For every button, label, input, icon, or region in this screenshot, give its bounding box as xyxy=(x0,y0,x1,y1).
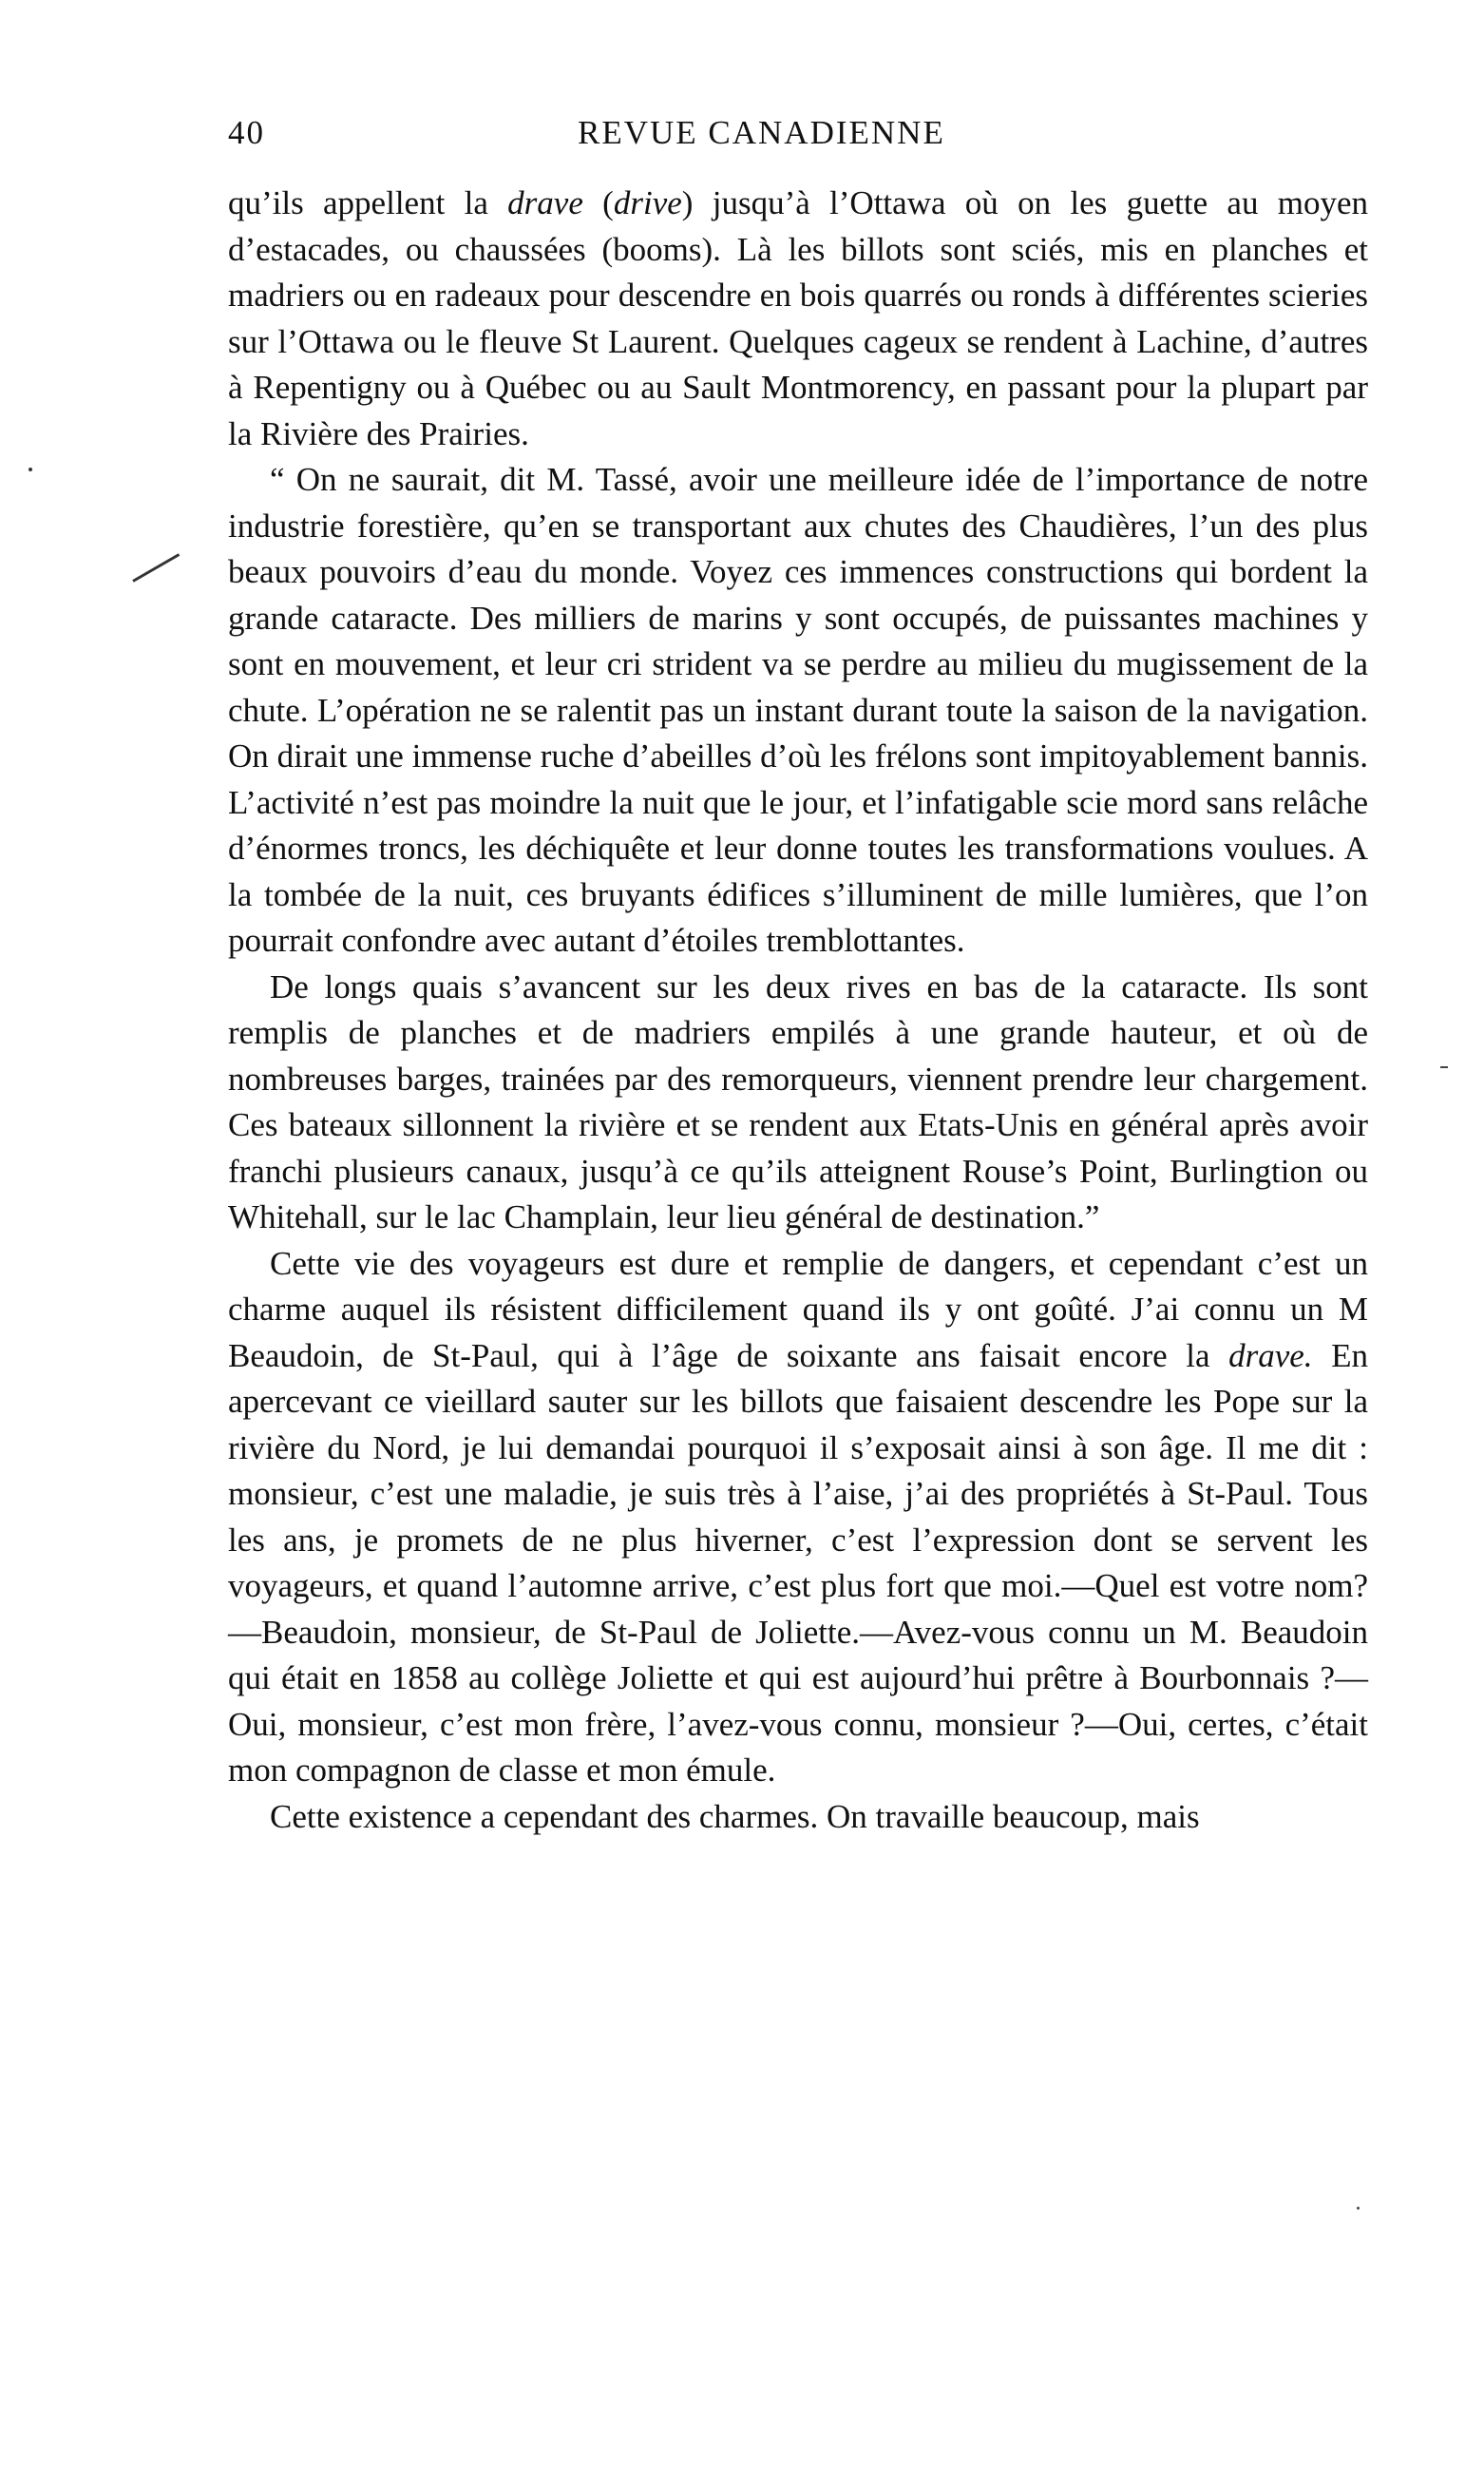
italic-text-segment: drave xyxy=(507,184,583,221)
page-number: 40 xyxy=(228,114,265,151)
text-segment: De longs quais s’avancent sur les deux rives en bas de la cataracte. Ils sont remplis de planches et de madriers empilés à une grande hauteur, et où de nombreuses barges, trainées par des remorqueurs, viennent prendre leur chargement. Ces bateaux sillonnent la rivière et se rendent aux Etats-Unis en général après avoir franchi plusieurs canaux, jusqu’à ce qu’ils atteignent Rouse’s Point, Burlingtion ou Whitehall, sur le lac Champlain, leur lieu général de destination.” xyxy=(228,967,1368,1235)
page-header xyxy=(228,114,1368,163)
margin-pen-tick-mark xyxy=(132,553,180,583)
body-text xyxy=(228,181,1368,1840)
text-segment: Cette vie des voyageurs est dure et remplie de dangers, et cependant c’est un charme auquel ils résistent difficilement quand ils y ont goûté. J’ai connu un M Beaudoin, de St-Paul, qui à l’âge de soixante ans faisait encore la xyxy=(228,1244,1368,1374)
text-segment: “ On ne saurait, dit M. Tassé, avoir une meilleure idée de l’importance de notre industrie forestière, qu’en se transportant aux chutes des Chaudières, l’un des plus beaux pouvoirs d’eau du monde. Voyez ces immences constructions qui bordent la grande cataracte. Des milliers de marins y sont occupés, de puissantes machines y sont en mouvement, et leur cri strident va se perdre au milieu du mugissement de la chute. L’opération ne se ralentit pas un instant durant toute la saison de la navigation. On dirait une immense ruche d’abeilles d’où les frélons sont impitoyablement bannis. L’activité n’est pas moindre la nuit que le jour, et l’infatigable scie mord sans relâche d’énormes troncs, les déchiquête et leur donne toutes les transformations voulues. A la tombée de la nuit, ces bruyants édifices s’illuminent de mille lumières, que l’on pourrait confondre avec autant d’étoiles tremblottantes. xyxy=(228,461,1368,959)
paragraph-4 xyxy=(228,1241,1368,1794)
text-segment: ) jusqu’à l’Ottawa où on les guette au moyen d’estacades, ou chaussées (booms). Là les billots sont sciés, mis en planches et madriers ou en radeaux pour descendre en bois quarrés ou ronds à différentes scieries sur l’Ottawa ou le fleuve St Laurent. Quelques cageux se rendent à Lachine, d’autres à Repentigny ou à Québec ou au Sault Montmorency, en passant pour la plupart par la Rivière des Prairies. xyxy=(228,184,1369,452)
italic-text-segment: drive xyxy=(613,184,682,221)
paragraph-3 xyxy=(228,965,1368,1241)
text-segment: qu’ils appellent la xyxy=(228,184,508,221)
running-title: REVUE CANADIENNE xyxy=(578,114,945,151)
book-page xyxy=(228,114,1368,1840)
margin-dot-mark xyxy=(29,468,32,471)
text-segment: Cette existence a cependant des charmes. On travaille beaucoup, mais xyxy=(270,1797,1200,1835)
margin-dash-mark xyxy=(1440,1066,1448,1068)
italic-text-segment: drave. xyxy=(1228,1336,1313,1374)
bottom-dot-mark xyxy=(1357,2207,1360,2210)
paragraph-2 xyxy=(228,457,1368,965)
paragraph-1 xyxy=(228,181,1368,457)
paragraph-5 xyxy=(228,1794,1368,1841)
text-segment: En apercevant ce vieillard sauter sur les billots que faisaient descendre les Pope sur la rivière du Nord, je lui demandai pourquoi il s’exposait ainsi à son âge. Il me dit : monsieur, c’est une maladie, je suis très à l’aise, j’ai des propriétés à St-Paul. Tous les ans, je promets de ne plus hiverner, c’est l’expression dont se servent les voyageurs, et quand l’automne arrive, c’est plus fort que moi.—Quel est votre nom?—Beaudoin, monsieur, de St-Paul de Joliette.—Avez-vous connu un M. Beaudoin qui était en 1858 au collège Joliette et qui est aujourd’hui prêtre à Bourbonnais ?—Oui, monsieur, c’est mon frère, l’avez-vous connu, monsieur ?—Oui, certes, c’était mon compagnon de classe et mon émule. xyxy=(228,1336,1368,1789)
text-segment: ( xyxy=(582,184,614,221)
